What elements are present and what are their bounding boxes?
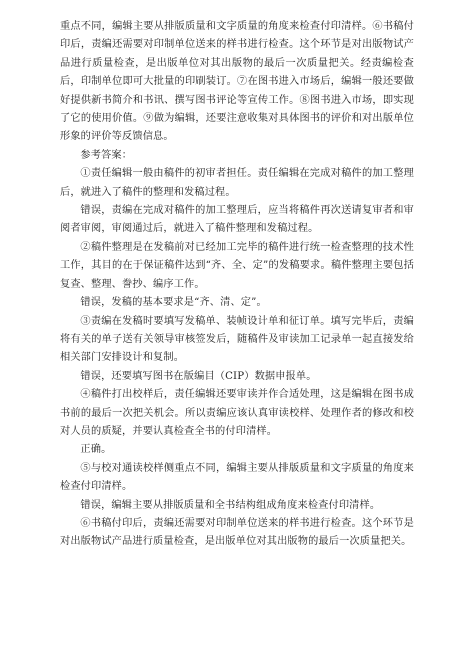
- paragraph: 错误，还要填写图书在版编目（CIP）数据申报单。: [80, 370, 317, 382]
- paragraph: 错误，编辑主要从排版质量和全书结构组成角度来检查付印清样。: [80, 499, 381, 511]
- paragraph: 错误，责编在完成对稿件的加工整理后，应当将稿件再次送请复审者和审阅者审阅，审阅通过后，就进入了稿件整理和发稿过程。: [60, 205, 414, 235]
- answer-heading: 参考答案：: [80, 149, 133, 161]
- document-page: [60, 18, 414, 648]
- paragraph: ②稿件整理是在发稿前对已经加工完毕的稿件进行统一检查整理的技术性工作，其目的在于保证稿件达到“齐、全、定”的发稿要求。稿件整理主要包括复查、整理、誊抄、编序工作。: [60, 241, 414, 290]
- paragraph: ①责任编辑一般由稿件的初审者担任。责任编辑在完成对稿件的加工整理后，就进入了稿件的整理和发稿过程。: [60, 168, 414, 198]
- paragraph: 重点不同，编辑主要从排版质量和文字质量的角度来检查付印清样。⑥书稿付印后，责编还需要对印制单位送来的样书进行检查。这个环节是对出版物试产品进行质量检查，是出版单位对其出版物的最后一次质量把关。经责编检查后，印制单位即可大批量的印刷装订。⑦在图书进入市场后，编辑一般还要做好提供新书简介和书讯、撰写图书评论等宣传工作。⑧图书进入市场，即实现了它的使用价值。⑨做为编辑，还要注意收集对具体图书的评价和对出版单位形象的评价等反馈信息。: [60, 21, 414, 143]
- paragraph: ⑤与校对通读校样侧重点不同，编辑主要从排版质量和文字质量的角度来检查付印清样。: [60, 462, 414, 493]
- paragraph: ③责编在发稿时要填写发稿单、装帧设计单和征订单。填写完毕后，责编将有关的单子送有关领导审核签发后，随稿件及审读加工记录单一起直接发给相关部门安排设计和复制。: [60, 315, 414, 364]
- paragraph: ④稿件打出校样后，责任编辑还要审读并作合适处理，这是编辑在图书成书前的最后一次把关机会。所以责编应该认真审读校样、处理作者的修改和校对人员的质疑，并要认真检查全书的付印清样。: [60, 389, 414, 437]
- paragraph: 错误，发稿的基本要求是“齐、清、定”。: [80, 297, 267, 309]
- paragraph: 正确。: [80, 444, 112, 456]
- paragraph: ⑥书稿付印后，责编还需要对印制单位送来的样书进行检查。这个环节是对出版物试产品进行质量检查，是出版单位对其出版物的最后一次质量把关。: [60, 517, 414, 548]
